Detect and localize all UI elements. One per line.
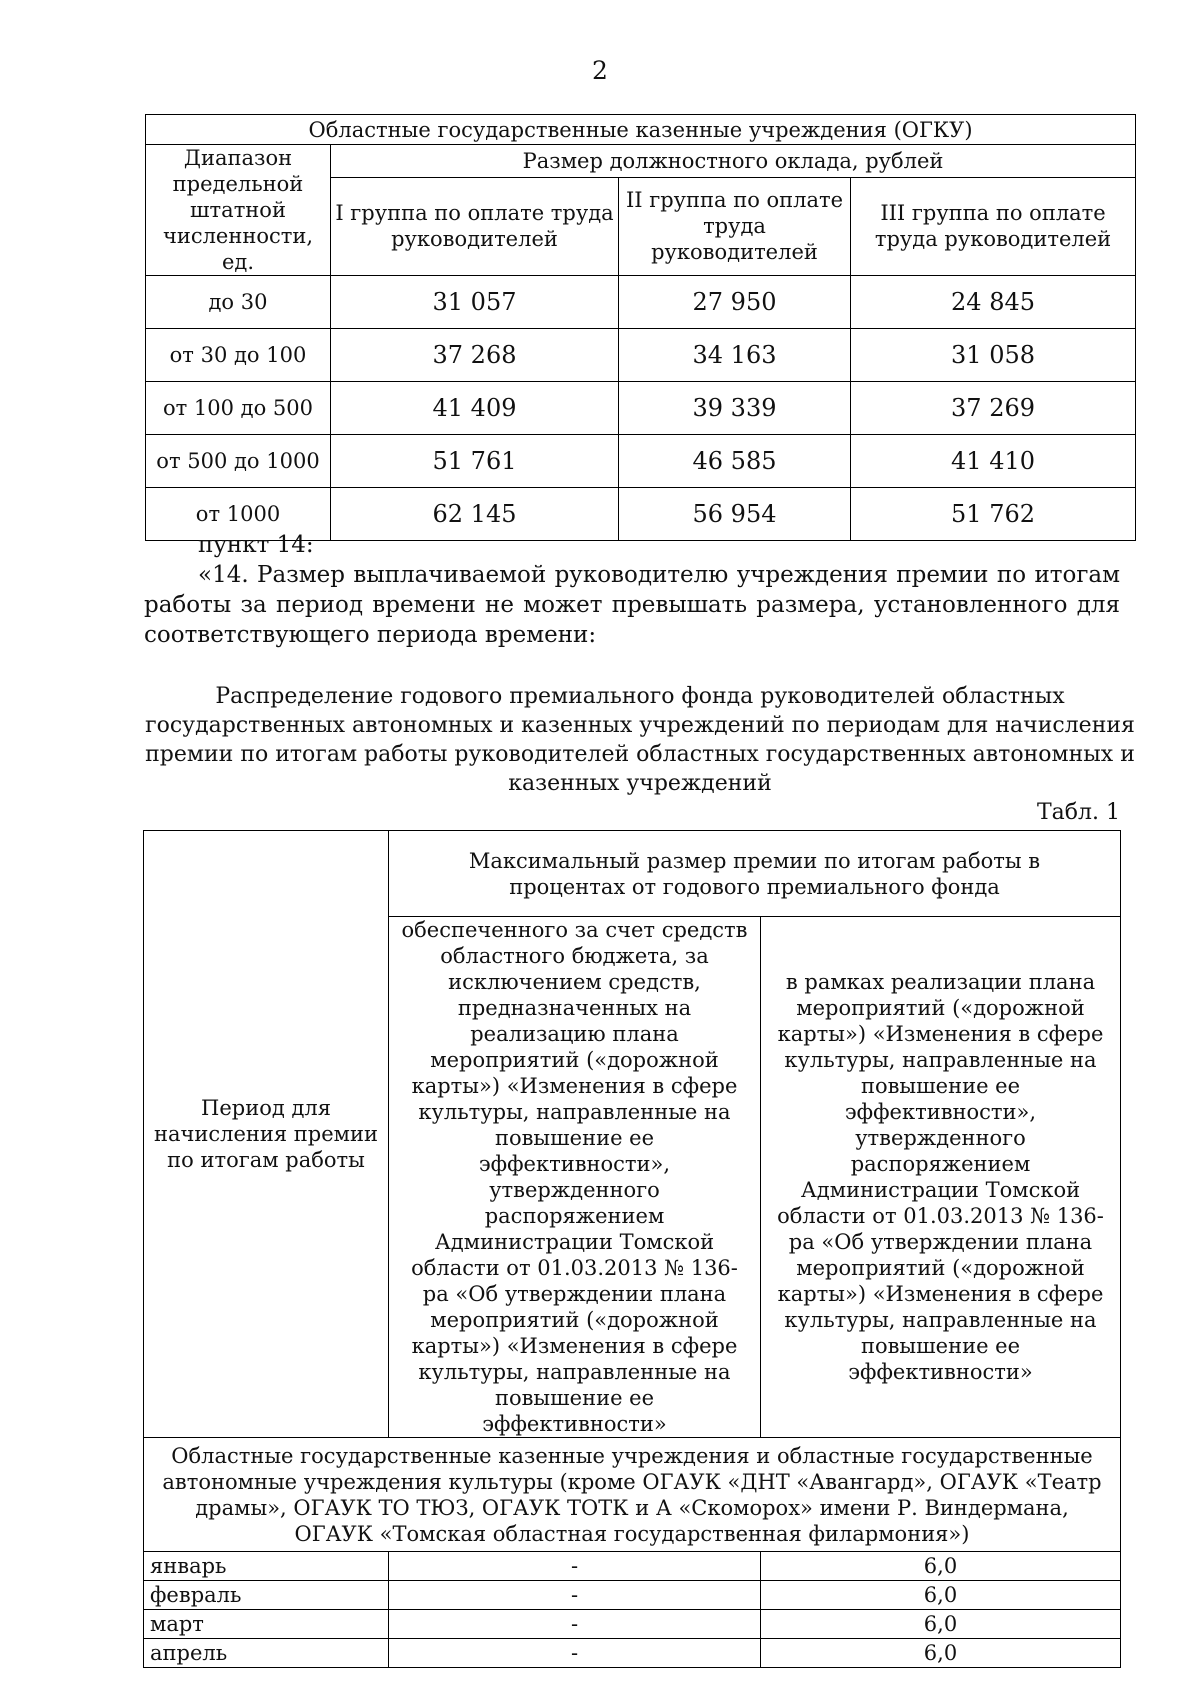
section-title: Распределение годового премиального фонда руководителей областных государственных автономных и казенных учреждений по периодам для начисления премии по итогам работы руководителей областных государственных автономных и казенных учреждений <box>145 684 1135 796</box>
range-cell: от 500 до 1000 <box>146 435 331 488</box>
salary-cell: 24 845 <box>851 276 1136 329</box>
salary-cell: 41 410 <box>851 435 1136 488</box>
month-cell: апрель <box>144 1639 389 1668</box>
range-cell: от 100 до 500 <box>146 382 331 435</box>
value-cell: - <box>389 1639 761 1668</box>
table-row <box>144 1581 1121 1610</box>
salary-cell: 41 409 <box>331 382 619 435</box>
table-row <box>144 1610 1121 1639</box>
table1-subheader-1: I группа по оплате труда руководителей <box>331 177 619 275</box>
bonus-table <box>143 830 1121 1668</box>
month-cell: январь <box>144 1552 389 1581</box>
table1-group-header: Размер должностного оклада, рублей <box>331 145 1136 178</box>
paragraph-point-14-text: «14. Размер выплачиваемой руководителю учреждения премии по итогам работы за период времени не может превышать размера, установленного для соответствующего периода времени: <box>144 562 1120 648</box>
roadmap-column-header: в рамках реализации плана мероприятий («дорожной карты») «Изменения в сфере культуры, направленные на повышение ее эффективности», утвержденного распоряжением Администрации Томской области от 01.03.2013 № 136-ра «Об утверждении плана мероприятий («дорожной карты») «Изменения в сфере культуры, направленные на повышение ее эффективности» <box>761 917 1121 1438</box>
salary-table <box>145 114 1136 541</box>
table-row <box>146 382 1136 435</box>
max-bonus-header: Максимальный размер премии по итогам работы в процентах от годового премиального фонда <box>389 831 1121 917</box>
table-label: Табл. 1 <box>1037 800 1120 825</box>
month-cell: февраль <box>144 1581 389 1610</box>
value-cell: 6,0 <box>761 1639 1121 1668</box>
value-cell: 6,0 <box>761 1581 1121 1610</box>
range-cell: от 1000 <box>146 488 331 541</box>
salary-cell: 34 163 <box>619 329 851 382</box>
salary-cell: 62 145 <box>331 488 619 541</box>
table1-range-header: Диапазон предельной штатной численности, ед. <box>146 145 331 276</box>
period-header: Период для начисления премии по итогам работы <box>144 831 389 1438</box>
salary-cell: 56 954 <box>619 488 851 541</box>
institutions-section-row: Областные государственные казенные учреждения и областные государственные автономные учреждения культуры (кроме ОГАУК «ДНТ «Авангард», ОГАУК «Театр драмы», ОГАУК ТО ТЮЗ, ОГАУК ТОТК и А «Скоморох» имени Р. Виндермана, ОГАУК «Томская областная государственная филармония») <box>144 1438 1121 1552</box>
salary-cell: 37 268 <box>331 329 619 382</box>
table1-subheader-3: III группа по оплате труда руководителей <box>851 177 1136 275</box>
salary-cell: 51 762 <box>851 488 1136 541</box>
table-row <box>146 276 1136 329</box>
salary-cell: 46 585 <box>619 435 851 488</box>
value-cell: - <box>389 1610 761 1639</box>
salary-cell: 31 057 <box>331 276 619 329</box>
budget-column-header: обеспеченного за счет средств областного бюджета, за исключением средств, предназначенных на реализацию плана мероприятий («дорожной карты») «Изменения в сфере культуры, направленные на повышение ее эффективности», утвержденного распоряжением Администрации Томской области от 01.03.2013 № 136-ра «Об утверждении плана мероприятий («дорожной карты») «Изменения в сфере культуры, направленные на повышение ее эффективности» <box>389 917 761 1438</box>
paragraph-point-14: пункт 14: <box>198 532 314 558</box>
table1-caption: Областные государственные казенные учреждения (ОГКУ) <box>146 115 1136 145</box>
table1-subheader-2: II группа по оплате труда руководителей <box>619 177 851 275</box>
range-cell: до 30 <box>146 276 331 329</box>
value-cell: 6,0 <box>761 1610 1121 1639</box>
salary-cell: 37 269 <box>851 382 1136 435</box>
salary-cell: 27 950 <box>619 276 851 329</box>
table-row <box>146 435 1136 488</box>
salary-cell: 39 339 <box>619 382 851 435</box>
range-cell: от 30 до 100 <box>146 329 331 382</box>
salary-cell: 51 761 <box>331 435 619 488</box>
value-cell: 6,0 <box>761 1552 1121 1581</box>
table-row <box>144 1639 1121 1668</box>
table-row <box>146 329 1136 382</box>
salary-cell: 31 058 <box>851 329 1136 382</box>
value-cell: - <box>389 1552 761 1581</box>
table-row <box>144 1552 1121 1581</box>
page-number: 2 <box>592 56 608 85</box>
month-cell: март <box>144 1610 389 1639</box>
value-cell: - <box>389 1581 761 1610</box>
